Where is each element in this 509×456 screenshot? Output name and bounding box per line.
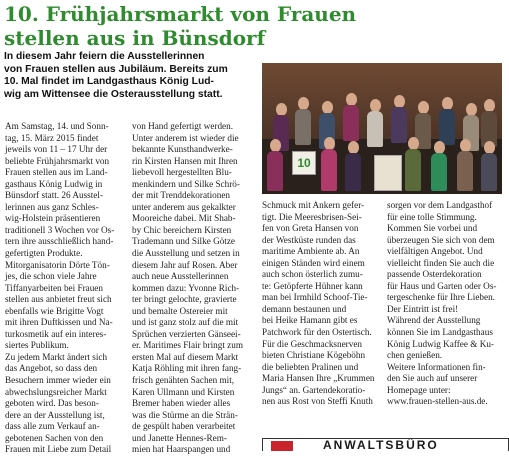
text-line: Katja Röhling mit ihren fang-	[132, 363, 242, 374]
text-line: die beliebten Pralinen und	[262, 361, 359, 372]
text-line: Tiffanyarbeiten bei Frauen	[5, 282, 103, 293]
text-line: mit ihren Duftkissen und Na-	[5, 317, 113, 328]
text-line: wig-Holstein präsentieren	[5, 213, 101, 224]
text-line: Sprüchen verzierten Gänseei-	[132, 328, 241, 339]
headline-line: stellen aus in Bünsdorf	[4, 26, 266, 50]
text-line: Mooreiche dabei. Mit Shab-	[132, 213, 236, 224]
text-line: abwechslungsreicher Markt	[5, 386, 107, 397]
text-line: Besuchern immer wieder ein	[5, 375, 111, 386]
text-line: Am Samstag, 14. und Sonn-	[5, 121, 109, 131]
text-line: stellen aus anbietet freut sich	[5, 294, 112, 305]
headline	[4, 2, 504, 50]
text-line: tergeschenke für Ihre Lieben.	[387, 292, 495, 303]
lead-line: 10. Mal findet im Landgasthaus König Lud-	[4, 76, 214, 87]
text-line: ebenfalls wie Brigitte Vogt	[5, 305, 104, 316]
text-line: gefertigten Produkte.	[5, 248, 83, 259]
lead-line: von Frauen stellen aus Jubiläum. Bereits zum	[4, 63, 228, 75]
lead-line: wig am Wittensee die Osterausstellung statt.	[4, 88, 223, 100]
text-line: der Westküste runden das	[262, 234, 356, 245]
text-line: rin Kirsten Hansen mit Ihren	[132, 155, 238, 166]
text-line: gebotenen Sachen von den	[5, 432, 104, 443]
text-line: Frauen mit Liebe zum Detail	[5, 444, 112, 455]
person-body	[431, 153, 447, 191]
text-line: Schmuck mit Ankern gefer-	[262, 200, 365, 210]
text-line: und bemalte Ostereier mit	[132, 305, 228, 316]
text-line: für eine tolle Stimmung.	[387, 211, 477, 222]
text-line: ersten Mal auf diesem Markt	[132, 351, 239, 362]
text-line: Während der Ausstellung	[387, 315, 481, 326]
ad-banner-text: ANWALTSBÜRO	[323, 438, 439, 451]
text-line: man bei Irmhild Schoof-Tie-	[262, 292, 368, 303]
text-line: te: Getöpferte Hühner kann	[262, 280, 363, 291]
text-line: turkosmetik auf ein interes-	[5, 328, 107, 339]
person-body	[457, 151, 473, 191]
text-line: dass alle zum Verkauf an-	[5, 421, 100, 432]
text-line: nen aus Rost von Steffi Knuth	[262, 396, 373, 407]
text-line: für Haus und Garten oder Os-	[387, 280, 497, 291]
text-line: frisch genähten Sachen mit,	[132, 375, 235, 386]
event-poster	[374, 155, 402, 191]
person-body	[295, 109, 311, 145]
lead-line: In diesem Jahr feiern die Ausstellerinnen	[4, 51, 205, 62]
text-line: einigen Ständen wird einem	[262, 257, 365, 268]
text-line: mien hat Haarspangen und	[132, 444, 231, 455]
text-line: die Ausstellung und setzen in	[132, 248, 240, 259]
text-line: Maria Hansen Ihre „Krummen	[262, 373, 375, 384]
text-line: siertes Publikum.	[5, 340, 69, 351]
text-line: chen genießen.	[387, 350, 443, 361]
person-body	[345, 153, 361, 191]
text-line: Frauen stellen aus im Land-	[5, 167, 108, 178]
text-line: auch neue Ausstellerinnen	[132, 271, 229, 282]
text-line: beliebte Frühjahrsmarkt von	[5, 155, 110, 166]
text-line: König Ludwig Kaffee & Ku-	[387, 338, 494, 349]
text-line: der mit Trenddekorationen	[132, 190, 230, 201]
text-line: fen von Greta Hansen von	[262, 223, 359, 234]
text-line: Patchwork für den Ostertisch.	[262, 327, 372, 338]
anniversary-sign: 10	[292, 151, 316, 175]
text-line: vielfältigen Angebot. Und	[387, 246, 483, 257]
article-column-3	[262, 200, 384, 408]
article-column-1	[5, 121, 125, 456]
text-line: und Janette Hennes-Rem-	[132, 432, 227, 443]
article-column-4	[387, 200, 507, 408]
text-line: Der Eintritt ist frei!	[387, 303, 459, 314]
text-line: vielleicht finden Sie auch die	[387, 257, 495, 268]
text-line: Kommen Sie vorbei und	[387, 223, 478, 234]
text-line: geboten wird. Das beson-	[5, 398, 99, 409]
text-line: überzeugen Sie sich von dem	[387, 234, 495, 245]
text-line: Für die Geschmacksnerven	[262, 338, 363, 349]
text-line: liebevoll hergestellten Blu-	[132, 167, 232, 178]
text-line: auch schon österlich zumu-	[262, 269, 363, 280]
person-body	[267, 151, 283, 191]
text-line: bekannte Kunsthandwerke-	[132, 144, 233, 155]
text-line: Jungs“ an. Gartendekoratio-	[262, 384, 366, 395]
text-line: und ist ganz stolz auf die mit	[132, 317, 239, 328]
text-line: tag, 15. März 2015 findet	[5, 132, 99, 143]
group-photo	[262, 63, 502, 194]
text-line: Trademann und Silke Götze	[132, 236, 236, 247]
text-line: Weitere Informationen fin-	[387, 361, 486, 372]
text-line: Bünsdorf statt. 26 Ausstel-	[5, 190, 103, 201]
text-line: jeweils von 11 – 17 Uhr der	[5, 144, 108, 155]
text-line: dere an der Ausstellung ist,	[5, 409, 105, 420]
text-line: Zu jedem Markt ändert sich	[5, 351, 108, 362]
text-line: de gespült haben verarbeitet	[132, 421, 236, 432]
person-body	[481, 153, 497, 191]
person-body	[391, 107, 407, 143]
text-line: Bremer haben wieder alles	[132, 398, 231, 409]
text-line: von Hand gefertigt werden.	[132, 121, 234, 131]
text-line: tigt. Die Meeresbrisen-Sei-	[262, 211, 362, 222]
text-line: lerinnen aus ganz Schles-	[5, 201, 99, 212]
text-line: jes, die schon viele Jahre	[5, 271, 97, 282]
article-column-2	[132, 121, 257, 456]
text-line: ter bringt gelochte, gravierte	[132, 294, 237, 305]
text-line: www.frauen-stellen-aus.de.	[387, 396, 488, 407]
lead-paragraph	[4, 51, 257, 101]
text-line: by Chic bereichern Kirsten	[132, 224, 232, 235]
text-line: Karen Ullmann und Kirsten	[132, 386, 235, 397]
text-line: können Sie im Landgasthaus	[387, 327, 493, 338]
text-line: sorgen vor dem Landgasthof	[387, 200, 493, 210]
text-line: diesem Jahr auf Rosen. Aber	[132, 259, 238, 270]
text-line: maritime Ambiente ab. An	[262, 246, 360, 257]
text-line: demann bestaunen und	[262, 303, 347, 314]
text-line: Mitorganisatorin Dörte Tön-	[5, 259, 110, 270]
person-body	[367, 111, 383, 147]
text-line: tern ihre ausschließlich hand-	[5, 236, 114, 247]
person-body	[405, 149, 421, 191]
text-line: er. Maritimes Flair bringt zum	[132, 340, 243, 351]
headline-line: 10. Frühjahrsmarkt von Frauen	[4, 2, 357, 26]
text-line: bei Heike Hamann gibt es	[262, 315, 358, 326]
text-line: unter anderem aus gekalkter	[132, 201, 236, 212]
text-line: menkindern und Silke Schrö-	[132, 178, 240, 189]
text-line: Homepage unter:	[387, 384, 451, 395]
text-line: Unter anderem ist wieder die	[132, 132, 239, 143]
text-line: den Sie auch auf unserer	[387, 373, 478, 384]
text-line: passende Osterdekoration	[387, 269, 482, 280]
text-line: kommen dazu: Yvonne Rich-	[132, 282, 240, 293]
person-body	[321, 149, 337, 191]
ad-banner	[262, 438, 509, 451]
person-body	[343, 105, 359, 141]
person-body	[439, 109, 455, 145]
text-line: bieten Christiane Kögeböhn	[262, 350, 366, 361]
text-line: gasthaus König Ludwig in	[5, 178, 103, 189]
text-line: das Angebot, so dass den	[5, 363, 98, 374]
text-line: was die Stürme an die Strän-	[132, 409, 238, 420]
text-line: traditionell 3 Wochen vor Os-	[5, 224, 115, 235]
